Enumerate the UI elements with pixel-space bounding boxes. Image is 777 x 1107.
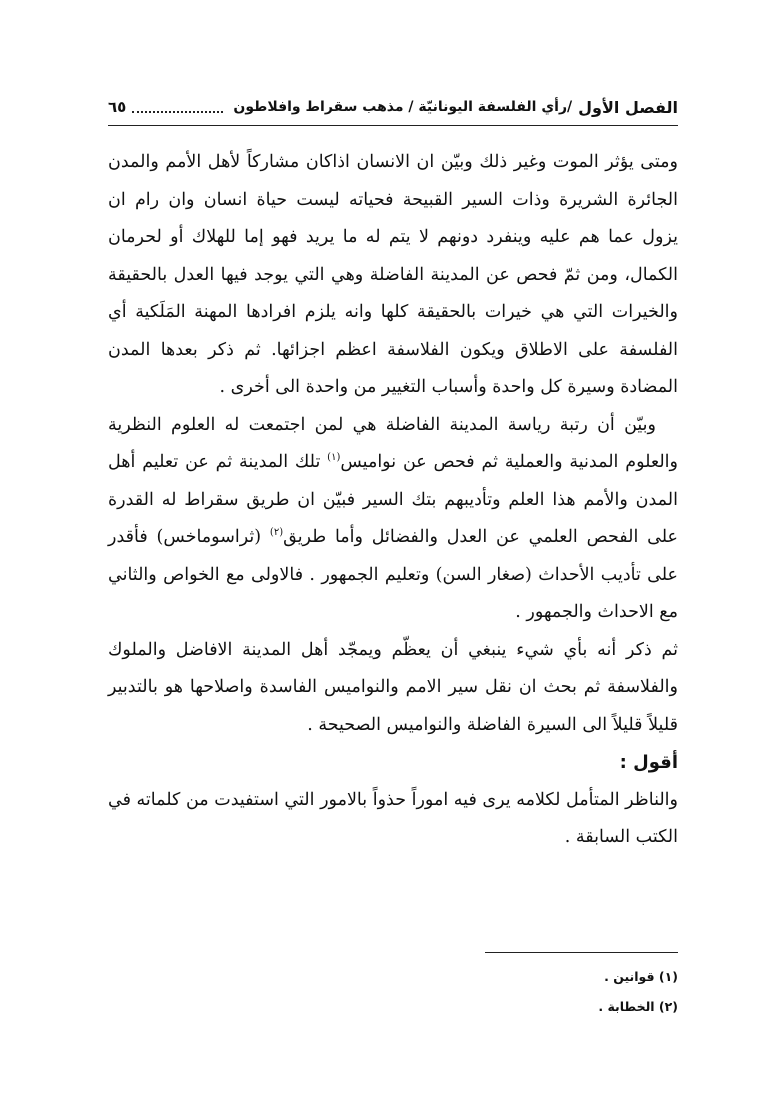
body-text	[108, 144, 678, 857]
paragraph-2	[108, 407, 678, 632]
page-number: ٦٥	[108, 98, 127, 116]
running-header	[108, 92, 678, 122]
header-title: /رأي الفلسفة اليونانيّة / مذهب سقراط وافلاطون	[233, 99, 573, 115]
footnote-ref-1: (١)	[327, 452, 341, 464]
paragraph-4: والناظر المتأمل لكلامه يرى فيه اموراً حذواً بالامور التي استفيدت من كلماته في الكتب السابقة .	[108, 789, 678, 847]
paragraph-3: ثم ذكر أنه بأي شيء ينبغي أن يعظّم ويمجّد أهل المدينة الافاضل والملوك والفلاسفة ثم بحث ان نقل سير الامم والنواميس الفاسدة واصلاحها هو بالتدبير قليلاً قليلاً الى السيرة الفاضلة والنواميس الصحيحة .	[108, 639, 678, 735]
footnotes	[108, 962, 678, 1022]
section-heading: أقول :	[619, 752, 678, 773]
paragraph-2-part-c: (ثراسوماخس) فأقدر على تأديب الأحداث (صغار السن) وتعليم الجمهور . فالاولى مع الخواص والثاني مع الاحداث والجمهور .	[108, 527, 678, 622]
chapter-label: الفصل الأول	[578, 97, 678, 117]
header-dot-leader	[132, 111, 223, 113]
footnote-2: (٢) الخطابة .	[598, 999, 678, 1014]
paragraph-2-part-b: تلك المدينة ثم عن تعليم أهل المدن والأمم هذا العلم وتأديبهم بتك السير فبيّن ان طريق سقراط له القدرة على الفحص العلمي عن العدل والفضائل وأما طريق	[108, 452, 678, 547]
paragraph-1: ومتى يؤثر الموت وغير ذلك وبيّن ان الانسان اذاكان مشاركاً لأهل الأمم والمدن الجائرة الشريرة وذات السير القبيحة فحياته ليست حياة انسان وان رام ان يزول عما هم عليه وينفرد دونهم لا يتم له ما يريد فهو إما للهلاك أو لحرمان الكمال، ومن ثمّ فحص عن المدينة الفاضلة وهي التي يوجد فيها العدل بالحقيقة والخيرات التي هي خيرات بالحقيقة كلها وانه يلزم افرادها المهنة المَلَكية أي الفلسفة على الاطلاق ويكون الفلاسفة اعظم اجزائها. ثم ذكر بعدها المدن المضادة وسيرة كل واحدة وأسباب التغيير من واحدة الى أخرى .	[108, 152, 678, 397]
footnote-1: (١) قوانين .	[604, 969, 678, 984]
header-rule	[108, 125, 678, 126]
paragraph-2-part-a: وبيّن أن رتبة رياسة المدينة الفاضلة هي لمن اجتمعت له العلوم النظرية والعلوم المدنية والعملية ثم فحص عن نواميس	[108, 414, 678, 472]
footnote-ref-2: (٢)	[269, 527, 284, 539]
footnote-rule	[485, 952, 678, 953]
